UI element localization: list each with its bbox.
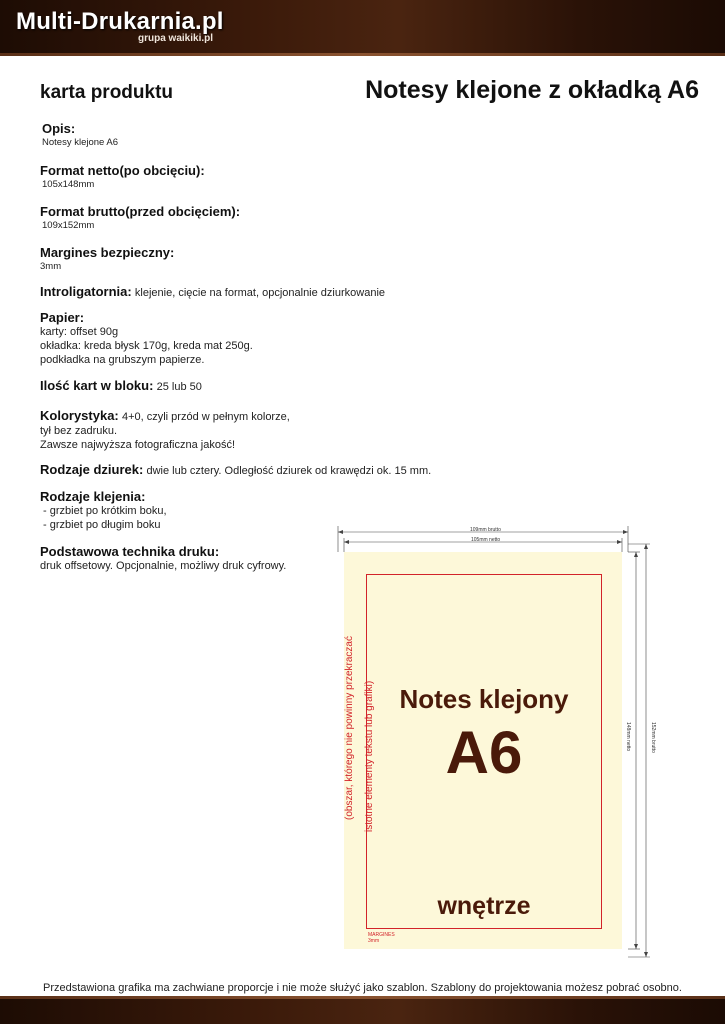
spec-value: Notesy klejone A6 (42, 137, 119, 148)
spec-line: - grzbiet po krótkim boku, (40, 505, 167, 517)
spec-line: - grzbiet po długim boku (40, 519, 161, 531)
spec-value: dwie lub cztery. Odległość dziurek od krawędzi ok. 15 mm. (146, 465, 432, 477)
site-logo-subtitle: grupa waikiki.pl (138, 33, 214, 44)
height-netto-label: 148mm netto (625, 722, 631, 752)
spec-label: Introligatornia: (40, 284, 132, 299)
spec-introligatornia (40, 285, 385, 300)
spec-format-brutto (40, 205, 240, 233)
height-brutto-label: 152mm brutto (650, 722, 656, 753)
spec-label: Margines bezpieczny: (40, 245, 175, 260)
safe-area-note-line: istotne elementy tekstu lub grafiki) (364, 680, 375, 832)
spec-label: Papier: (40, 310, 85, 325)
width-netto-label: 105mm netto (471, 537, 501, 543)
margins-label (368, 932, 395, 944)
site-logo[interactable]: Multi-Drukarnia.pl (16, 8, 224, 35)
spec-value: 4+0, czyli przód w pełnym kolorze, (121, 411, 290, 423)
spec-format-netto (40, 164, 205, 192)
spec-value: 109x152mm (42, 220, 95, 231)
spec-line: Zawsze najwyższa fotograficzna jakość! (40, 439, 236, 451)
spec-label: Kolorystyka: (40, 408, 119, 423)
sheet-label: karta produktu (40, 82, 174, 103)
footer-band (0, 996, 725, 1024)
width-brutto-label: 109mm brutto (470, 527, 501, 533)
spec-value: 25 lub 50 (156, 381, 202, 393)
spec-value: 3mm (40, 261, 62, 272)
spec-technika (40, 545, 286, 573)
spec-line: podkładka na grubszym papierze. (40, 354, 205, 366)
spec-label: Rodzaje dziurek: (40, 462, 144, 477)
header-band (0, 0, 725, 56)
diagram-format: A6 (445, 719, 523, 786)
diagram-side: wnętrze (437, 892, 531, 920)
spec-opis (42, 122, 118, 150)
spec-value: 105x148mm (42, 179, 95, 190)
margins-label-title: MARGINES (368, 932, 395, 938)
spec-margines (40, 246, 174, 274)
spec-value: klejenie, cięcie na format, opcjonalnie dziurkowanie (134, 287, 386, 299)
footer-note: Przedstawiona grafika ma zachwiane proporcje i nie może służyć jako szablon. Szablony do projektowania możesz pobrać osobno. (43, 982, 682, 994)
diagram-heading: Notes klejony (399, 684, 569, 714)
spec-value: druk offsetowy. Opcjonalnie, możliwy druk cyfrowy. (40, 560, 287, 572)
spec-line: tył bez zadruku. (40, 425, 118, 437)
spec-line: karty: offset 90g (40, 326, 119, 338)
spec-label: Ilość kart w bloku: (40, 378, 154, 393)
spec-klejenie (40, 490, 167, 532)
spec-line: okładka: kreda błysk 170g, kreda mat 250g. (40, 340, 253, 352)
product-title: Notesy klejone z okładką A6 (365, 76, 699, 104)
spec-label: Opis: (42, 121, 76, 136)
spec-papier (40, 311, 253, 367)
spec-ilosc (40, 379, 202, 394)
margins-label-value: 3mm (368, 938, 380, 944)
safe-area-note-line: (obszar, którego nie powinny przekraczać (344, 636, 355, 820)
spec-label: Format brutto(przed obcięciem): (40, 204, 241, 219)
spec-dziurki (40, 463, 431, 478)
spec-label: Rodzaje klejenia: (40, 489, 146, 504)
spec-label: Format netto(po obcięciu): (40, 163, 205, 178)
spec-kolorystyka (40, 409, 290, 452)
format-diagram (330, 522, 666, 962)
spec-label: Podstawowa technika druku: (40, 544, 220, 559)
